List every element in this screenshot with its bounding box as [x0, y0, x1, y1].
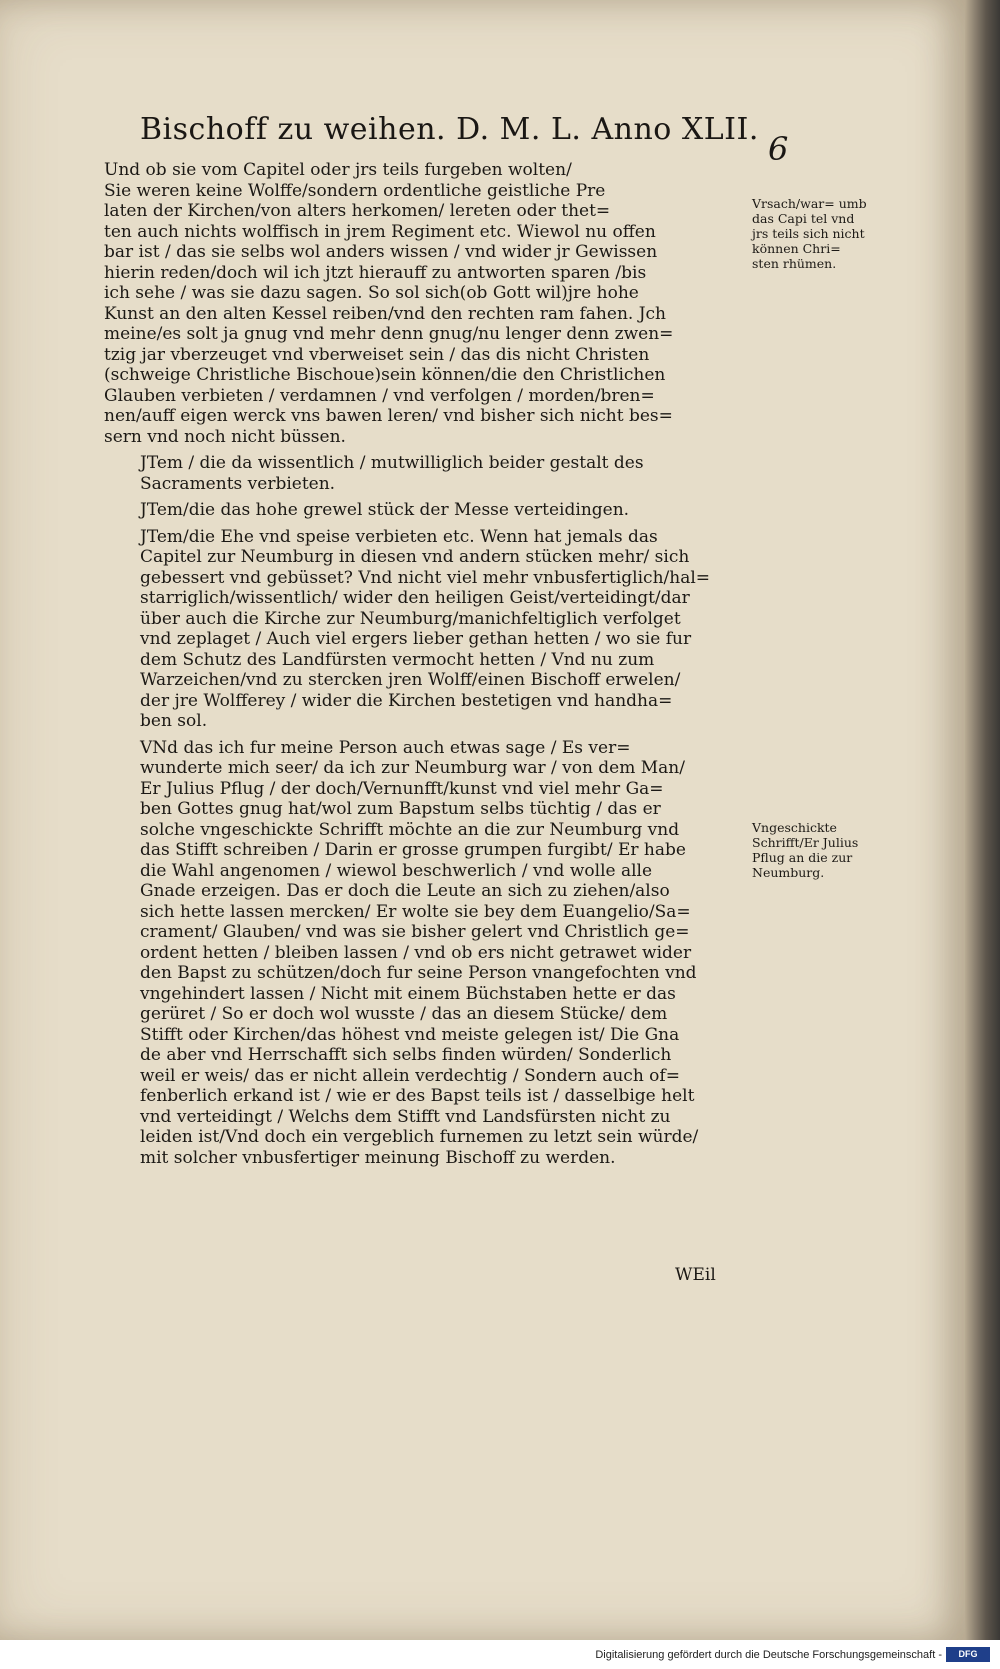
text-line: sich hette lassen mercken/ Er wolte sie bey dem Euangelio/Sa= — [140, 901, 691, 922]
text-line: Und ob sie vom Capitel oder jrs teils furgeben wolten/ — [104, 160, 572, 180]
catchword: WEil — [675, 1265, 716, 1285]
text-line: weil er weis/ das er nicht allein verdechtig / Sondern auch of= — [140, 1065, 680, 1086]
text-line: de aber vnd Herrschafft sich selbs finden würden/ Sonderlich — [140, 1045, 672, 1065]
text-line: sern vnd noch nicht büssen. — [104, 426, 346, 447]
text-line: JTem / die da wissentlich / mutwilliglich beider gestalt des — [140, 453, 644, 473]
text-line: starriglich/wissentlich/ wider den heiligen Geist/verteidingt/dar — [140, 588, 690, 608]
body-text — [104, 160, 736, 1174]
text-line: Stifft oder Kirchen/das höhest vnd meiste gelegen ist/ Die Gna — [140, 1024, 680, 1045]
text-line: JTem/die Ehe vnd speise verbieten etc. Wenn hat jemals das — [140, 526, 658, 547]
text-line: vnd zeplaget / Auch viel ergers lieber gethan hetten / wo sie fur — [140, 629, 692, 649]
text-line: solche vngeschickte Schrifft möchte an die zur Neumburg vnd — [140, 819, 680, 840]
text-line: Sie weren keine Wolffe/sondern ordentliche geistliche Pre — [104, 180, 606, 201]
text-line: fenberlich erkand ist / wie er des Bapst teils ist / dasselbige helt — [140, 1086, 695, 1106]
text-line: tzig jar vberzeuget vnd vberweiset sein / das dis nicht Christen — [104, 344, 650, 365]
text-line: leiden ist/Vnd doch ein vergeblich furnemen zu letzt sein würde/ — [140, 1127, 699, 1147]
footer-bar — [0, 1640, 1000, 1669]
text-line: die Wahl angenomen / wiewol beschwerlich / vnd wolle alle — [140, 860, 653, 881]
text-line: Er Julius Pflug / der doch/Vernunfft/kunst vnd viel mehr Ga= — [140, 778, 664, 799]
text-line: meine/es solt ja gnug vnd mehr denn gnug/nu lenger denn zwen= — [104, 324, 674, 344]
paragraph — [104, 160, 736, 447]
dfg-logo: DFG — [946, 1647, 990, 1662]
text-line: (schweige Christliche Bischoue)sein können/die den Christlichen — [104, 365, 666, 385]
running-head: Bischoff zu weihen. D. M. L. Anno XLII. — [140, 112, 759, 147]
text-line: vngehindert lassen / Nicht mit einem Büchstaben hette er das — [140, 983, 676, 1004]
text-line: vnd verteidingt / Welchs dem Stifft vnd Landsfürsten nicht zu — [140, 1106, 671, 1127]
text-line: gerüret / So er doch wol wusste / das an diesem Stücke/ dem — [140, 1004, 668, 1024]
text-line: dem Schutz des Landfürsten vermocht hetten / Vnd nu zum — [140, 649, 655, 670]
text-line: Sacraments verbieten. — [140, 473, 336, 494]
text-line: Kunst an den alten Kessel reiben/vnd den rechten ram fahen. Jch — [104, 303, 666, 324]
text-line: gebessert vnd gebüsset? Vnd nicht viel mehr vnbusfertiglich/hal= — [140, 567, 711, 588]
text-line: VNd das ich fur meine Person auch etwas sage / Es ver= — [140, 737, 631, 758]
text-line: nen/auff eigen werck vns bawen leren/ vnd bisher sich nicht bes= — [104, 406, 673, 426]
margin-note-2: Vngeschickte Schrifft/Er Julius Pflug an die zur Neumburg. — [752, 820, 859, 880]
text-line: Gnade erzeigen. Das er doch die Leute an sich zu ziehen/also — [140, 881, 670, 901]
text-line: wunderte mich seer/ da ich zur Neumburg war / von dem Man/ — [140, 758, 685, 778]
text-line: Warzeichen/vnd zu stercken jren Wolff/einen Bischoff erwelen/ — [140, 670, 681, 690]
text-line: ten auch nichts wolffisch in jrem Regiment etc. Wiewol nu offen — [104, 221, 656, 242]
text-line: ben Gottes gnug hat/wol zum Bapstum selbs tüchtig / das er — [140, 799, 661, 819]
text-line: mit solcher vnbusfertiger meinung Bischoff zu werden. — [140, 1147, 616, 1168]
folio-number: 6 — [768, 130, 789, 168]
text-line: ben sol. — [140, 711, 208, 731]
text-line: bar ist / das sie selbs wol anders wissen / vnd wider jr Gewissen — [104, 242, 658, 262]
paragraph — [104, 527, 736, 732]
text-line: über auch die Kirche zur Neumburg/manichfeltiglich verfolget — [140, 608, 681, 629]
text-line: der jre Wolfferey / wider die Kirchen bestetigen vnd handha= — [140, 690, 673, 711]
paragraph — [104, 738, 736, 1169]
text-line: das Stifft schreiben / Darin er grosse grumpen furgibt/ Er habe — [140, 840, 686, 860]
text-line: hierin reden/doch wil ich jtzt hierauff zu antworten sparen /bis — [104, 262, 647, 283]
page-edge — [965, 0, 1000, 1640]
text-line: JTem/die das hohe grewel stück der Messe verteidingen. — [140, 500, 630, 520]
footer-credit: Digitalisierung gefördert durch die Deutsche Forschungsgemeinschaft - — [595, 1649, 942, 1661]
text-line: ich sehe / was sie dazu sagen. So sol sich(ob Gott wil)jre hohe — [104, 283, 639, 303]
paragraph — [104, 453, 736, 494]
text-line: crament/ Glauben/ vnd was sie bisher gelert vnd Christlich ge= — [140, 922, 690, 942]
text-line: Capitel zur Neumburg in diesen vnd andern stücken mehr/ sich — [140, 547, 690, 567]
text-line: Glauben verbieten / verdamnen / vnd verfolgen / morden/bren= — [104, 385, 655, 406]
text-line: den Bapst zu schützen/doch fur seine Person vnangefochten vnd — [140, 963, 697, 983]
margin-note-1: Vrsach/war= umb das Capi tel vnd jrs teils sich nicht können Chri= sten rhümen. — [752, 196, 867, 271]
text-line: ordent hetten / bleiben lassen / vnd ob ers nicht getrawet wider — [140, 942, 692, 963]
paragraph — [104, 500, 736, 521]
text-line: laten der Kirchen/von alters herkomen/ lereten oder thet= — [104, 201, 611, 221]
